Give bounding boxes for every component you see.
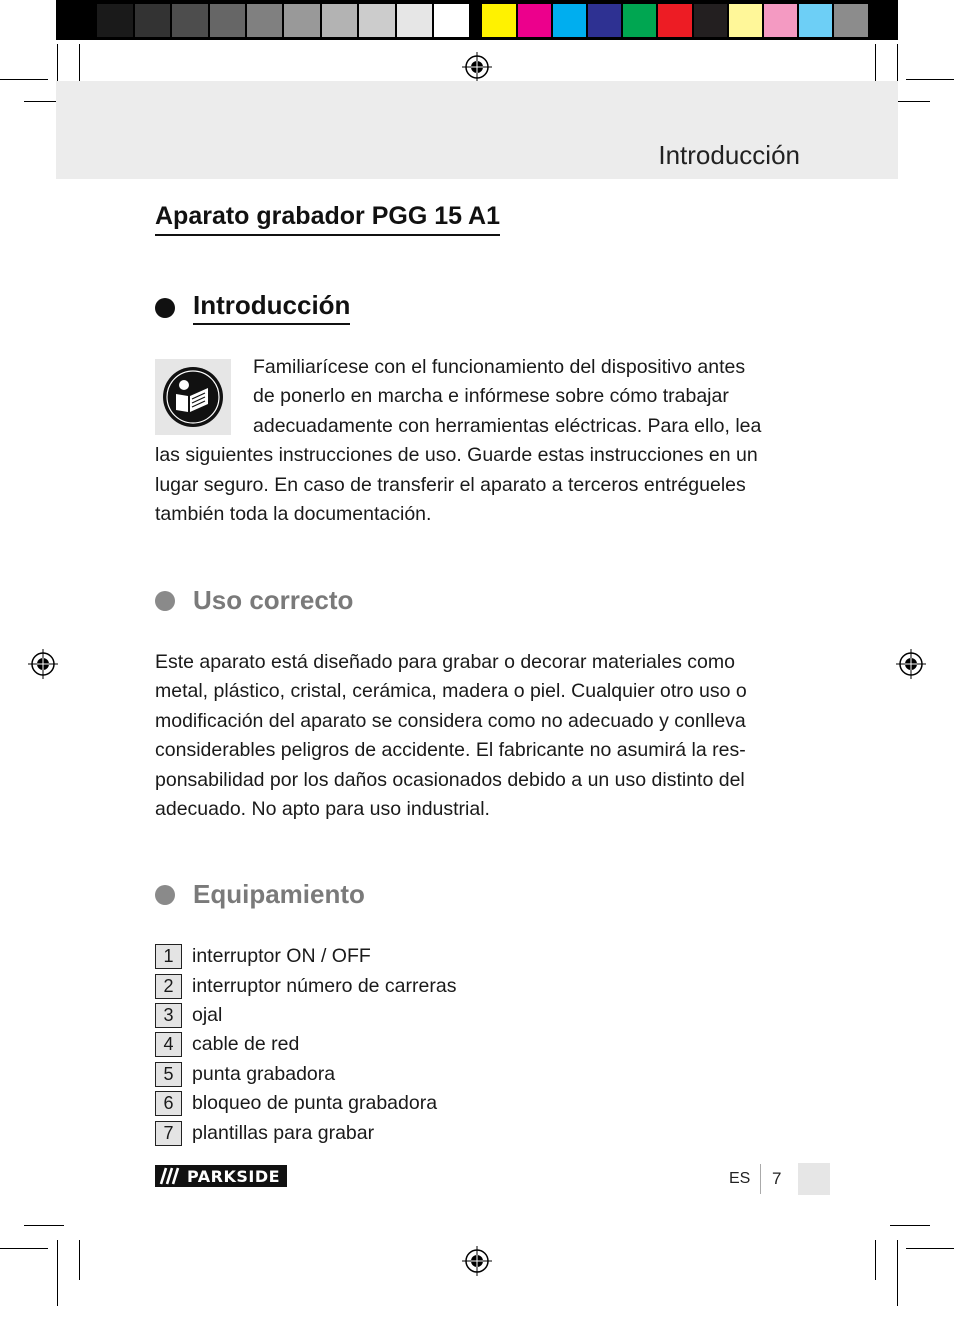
text-line: considerables peligros de accidente. El fabricante no asumirá la res- (155, 739, 746, 762)
color-swatch (694, 4, 727, 37)
item-text: interruptor número de carreras (192, 974, 457, 997)
color-swatch (397, 4, 432, 37)
list-item (155, 1118, 456, 1147)
color-swatch (623, 4, 656, 37)
list-item (155, 1030, 456, 1059)
item-text: cable de red (192, 1033, 300, 1056)
item-text: plantillas para grabar (192, 1121, 375, 1144)
section-heading-label: Introducción (193, 290, 350, 325)
text-line: Familiarícese con el funcionamiento del dispositivo antes (253, 356, 746, 378)
page-number: 7 (772, 1169, 782, 1188)
crop-mark (57, 1240, 58, 1306)
parkside-logo (155, 1165, 287, 1187)
color-swatch (359, 4, 394, 37)
section-heading-equip (155, 879, 365, 910)
item-number: 7 (155, 1121, 182, 1146)
text-line: modificación del aparato se considera como no adecuado y conlleva (155, 709, 746, 732)
uso-paragraph (155, 648, 795, 824)
color-swatch (60, 4, 95, 37)
item-number: 5 (155, 1062, 182, 1087)
crop-mark (906, 79, 954, 80)
color-swatch (482, 4, 515, 37)
color-swatch (588, 4, 621, 37)
section-heading-label: Uso correcto (193, 585, 354, 615)
text-line: Este aparato está diseñado para grabar o decorar materiales como (155, 651, 735, 673)
color-swatch (97, 4, 132, 37)
item-number: 2 (155, 974, 182, 999)
text-line: de ponerlo en marcha e infórmese sobre cómo trabajar (253, 385, 729, 408)
item-text: punta grabadora (192, 1062, 336, 1085)
bullet-icon (155, 298, 175, 318)
registration-mark-bottom (462, 1246, 492, 1276)
registration-mark-right (896, 649, 926, 679)
crop-mark (0, 79, 48, 80)
language-code: ES (729, 1170, 751, 1187)
document-title: Aparato grabador PGG 15 A1 (155, 202, 500, 236)
printer-color-bar (56, 0, 898, 40)
section-heading-label: Equipamiento (193, 879, 365, 909)
item-number: 3 (155, 1003, 182, 1028)
color-swatch (799, 4, 832, 37)
color-swatch (247, 4, 282, 37)
color-swatch (518, 4, 551, 37)
item-number: 4 (155, 1032, 182, 1057)
text-line: adecuadamente con herramientas eléctricas. Para ello, lea (253, 414, 762, 437)
list-item (155, 971, 456, 1000)
list-item (155, 1060, 456, 1089)
equipment-list (155, 942, 456, 1148)
section-heading-uso (155, 585, 353, 616)
text-line: lugar seguro. En caso de transferir el aparato a terceros entrégueles (155, 473, 746, 496)
color-swatch (834, 4, 867, 37)
color-swatch (729, 4, 762, 37)
text-line: metal, plástico, cristal, cerámica, madera o piel. Cualquier otro uso o (155, 680, 747, 703)
text-line: ponsabilidad por los daños ocasionados debido a un uso distinto del (155, 768, 745, 791)
registration-mark-left (28, 649, 58, 679)
logo-slashes-icon (155, 1165, 187, 1187)
color-swatch (434, 4, 469, 37)
brand-name: PARKSIDE (187, 1166, 281, 1186)
bullet-icon (155, 885, 175, 905)
crop-mark (0, 1248, 48, 1249)
color-swatch (135, 4, 170, 37)
item-number: 1 (155, 944, 182, 969)
footer-box (798, 1163, 830, 1195)
list-item (155, 942, 456, 971)
color-swatch (210, 4, 245, 37)
color-swatch (322, 4, 357, 37)
list-item (155, 1089, 456, 1118)
color-swatch (284, 4, 319, 37)
crop-mark (79, 1240, 80, 1280)
item-text: interruptor ON / OFF (192, 945, 371, 968)
header-title: Introducción (658, 140, 800, 170)
color-swatch (553, 4, 586, 37)
color-swatch (764, 4, 797, 37)
text-line: las siguientes instrucciones de uso. Guarde estas instrucciones en un (155, 444, 758, 467)
intro-paragraph (155, 353, 795, 529)
crop-mark (897, 1240, 898, 1306)
crop-mark (24, 1225, 64, 1226)
section-heading-intro (155, 290, 350, 325)
text-line: también toda la documentación. (155, 503, 432, 526)
item-text: ojal (192, 1003, 223, 1026)
registration-mark-top (462, 52, 492, 82)
bullet-icon (155, 591, 175, 611)
item-text: bloqueo de punta grabadora (192, 1092, 438, 1115)
footer-divider (760, 1164, 761, 1194)
crop-mark (875, 1240, 876, 1280)
color-swatch (658, 4, 691, 37)
color-swatch (172, 4, 207, 37)
crop-mark (906, 1248, 954, 1249)
text-line: adecuado. No apto para uso industrial. (155, 798, 490, 821)
crop-mark (890, 1225, 930, 1226)
item-number: 6 (155, 1091, 182, 1116)
list-item (155, 1001, 456, 1030)
